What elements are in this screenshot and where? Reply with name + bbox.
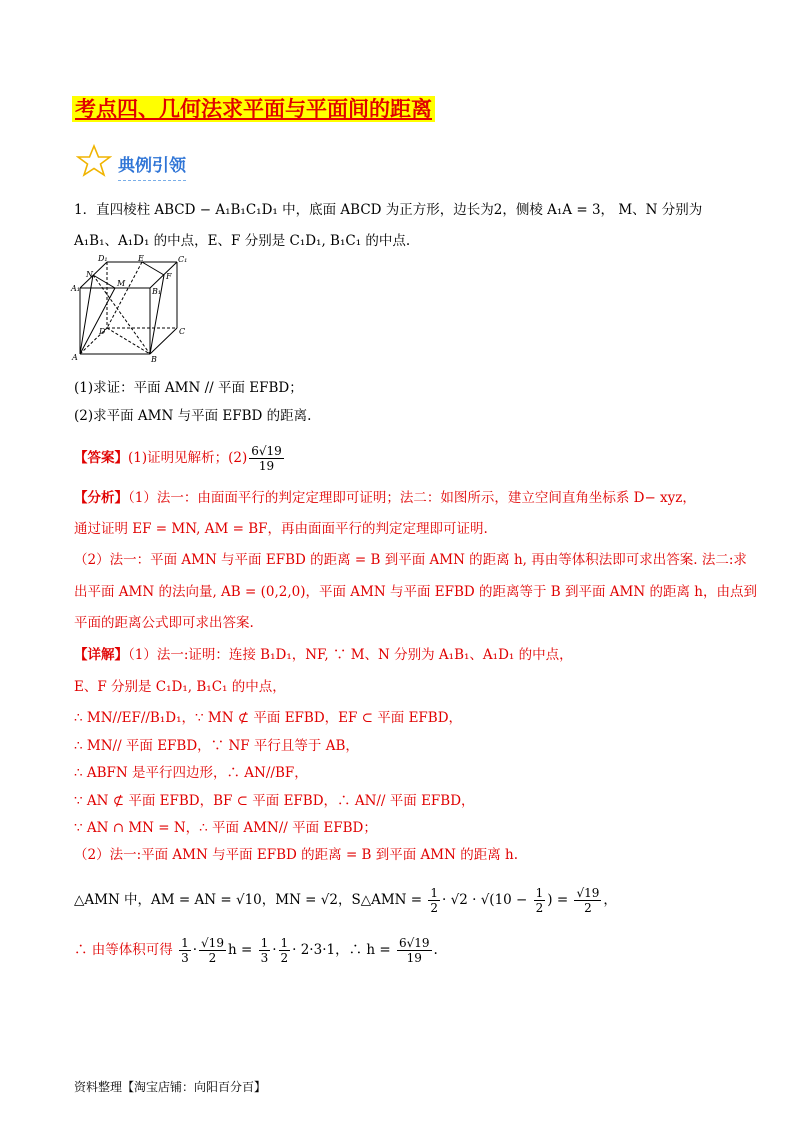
detail-10d: · xyxy=(272,942,277,958)
frac-third-den-2: 3 xyxy=(260,951,269,965)
analysis-line-5: 平面的距离公式即可求出答案. xyxy=(74,615,254,631)
frac-third-den-1: 3 xyxy=(181,951,189,965)
frac-third-num-1: 1 xyxy=(181,936,189,950)
frac-half-num-1: 1 xyxy=(430,886,439,900)
analysis-line-2: 通过证明 EF = MN, AM = BF，再由面面平行的判定定理即可证明. xyxy=(74,521,488,537)
frac-r19half-den-2: 2 xyxy=(208,951,217,965)
footer-text: 资料整理【淘宝店铺：向阳百分百】 xyxy=(74,1080,267,1094)
detail-10c: h = xyxy=(227,942,253,958)
label-d: D xyxy=(99,327,106,336)
prism-figure xyxy=(70,254,195,364)
answer-line xyxy=(74,444,286,473)
analysis-line-1 xyxy=(74,489,696,507)
detail-9c: ) = xyxy=(547,892,569,908)
detail-line-8: （2）法一:平面 AMN 与平面 EFBD 的距离 = B 到平面 AMN 的距离 h. xyxy=(74,847,519,863)
answer-frac-den: 19 xyxy=(258,459,275,473)
detail-line-10 xyxy=(74,936,438,965)
detail-9d: ， xyxy=(603,892,617,908)
label-b: B xyxy=(151,355,157,364)
frac-half-den-2: 2 xyxy=(535,901,544,915)
answer-tag: 【答案】 xyxy=(74,450,128,466)
star-icon xyxy=(76,144,112,178)
frac-r19half-num-2: √19 xyxy=(201,936,224,950)
label-c1: C₁ xyxy=(178,255,188,264)
answer-text: (1)证明见解析；(2) xyxy=(128,450,248,466)
detail-9b: · √2 · √(10 − xyxy=(442,892,532,908)
frac-h-num: 6√19 xyxy=(398,936,430,950)
detail-10e: · 2·3·1，∴ h = xyxy=(292,942,391,958)
detail-line-9 xyxy=(74,886,617,915)
frac-half-num-2: 1 xyxy=(535,886,544,900)
detail-line-7: ∵ AN ∩ MN = N，∴ 平面 AMN// 平面 EFBD； xyxy=(74,820,377,836)
frac-r19half-num: √19 xyxy=(576,886,600,900)
label-c: C xyxy=(179,327,186,336)
analysis-line-4: 出平面 AMN 的法向量, AB = (0,2,0)，平面 AMN 与平面 EFBD 的距离等于 B 到平面 AMN 的距离 h，由点到 xyxy=(74,584,757,600)
section-heading: 典例引领 xyxy=(118,151,186,181)
detail-line-4: ∴ MN// 平面 EFBD，∵ NF 平行且等于 AB， xyxy=(74,738,359,754)
frac-r19half-den: 2 xyxy=(584,901,592,915)
label-m: M xyxy=(117,279,126,288)
analysis-tag: 【分析】 xyxy=(74,490,128,506)
label-b1: B₁ xyxy=(152,287,162,296)
problem-line-1: 1．直四棱柱 ABCD − A₁B₁C₁D₁ 中，底面 ABCD 为正方形，边长为2，侧棱 A₁A = 3， M、N 分别为 xyxy=(74,202,703,218)
frac-h-den: 19 xyxy=(406,951,422,965)
detail-line-2: E、F 分别是 C₁D₁, B₁C₁ 的中点， xyxy=(74,679,286,695)
label-a: A xyxy=(72,353,78,362)
page-title: 考点四、几何法求平面与平面间的距离 xyxy=(72,96,435,122)
label-n: N xyxy=(86,270,93,279)
detail-9a: △AMN 中，AM = AN = √10，MN = √2，S△AMN = xyxy=(74,892,423,908)
detail-text-1: （1）法一:证明：连接 B₁D₁，NF, ∵ M、N 分别为 A₁B₁、A₁D₁ 的中点， xyxy=(128,647,573,663)
detail-line-6: ∵ AN ⊄ 平面 EFBD，BF ⊂ 平面 EFBD，∴ AN// 平面 EFBD， xyxy=(74,793,475,809)
analysis-text-1: （1）法一：由面面平行的判定定理即可证明；法二：如图所示，建立空间直角坐标系 D− xyz， xyxy=(128,490,696,506)
frac-half-den-1: 2 xyxy=(430,901,439,915)
question-2: (2)求平面 AMN 与平面 EFBD 的距离. xyxy=(74,408,312,424)
answer-frac-num: 6√19 xyxy=(251,444,282,458)
detail-line-1 xyxy=(74,646,573,664)
frac-third-num-2: 1 xyxy=(260,936,269,950)
label-a1: A₁ xyxy=(71,284,80,293)
detail-tag: 【详解】 xyxy=(74,647,128,663)
detail-10f: . xyxy=(433,942,438,958)
label-e: E xyxy=(138,254,144,263)
detail-line-3: ∴ MN//EF//B₁D₁，∵ MN ⊄ 平面 EFBD，EF ⊂ 平面 EFBD， xyxy=(74,710,463,726)
problem-line-2: A₁B₁、A₁D₁ 的中点，E、F 分别是 C₁D₁, B₁C₁ 的中点. xyxy=(74,233,411,249)
detail-10b: · xyxy=(192,942,198,958)
question-1: (1)求证：平面 AMN // 平面 EFBD； xyxy=(74,380,303,396)
label-d1: D₁ xyxy=(98,254,108,263)
frac-half-num-3: 1 xyxy=(280,936,289,950)
frac-half-den-3: 2 xyxy=(280,951,289,965)
label-f: F xyxy=(166,272,172,281)
analysis-line-3: （2）法一：平面 AMN 与平面 EFBD 的距离 = B 到平面 AMN 的距离 h, 再由等体积法即可求出答案. 法二:求 xyxy=(74,552,747,568)
detail-line-5: ∴ ABFN 是平行四边形，∴ AN//BF， xyxy=(74,765,308,781)
detail-10a: ∴ 由等体积可得 xyxy=(74,942,173,958)
